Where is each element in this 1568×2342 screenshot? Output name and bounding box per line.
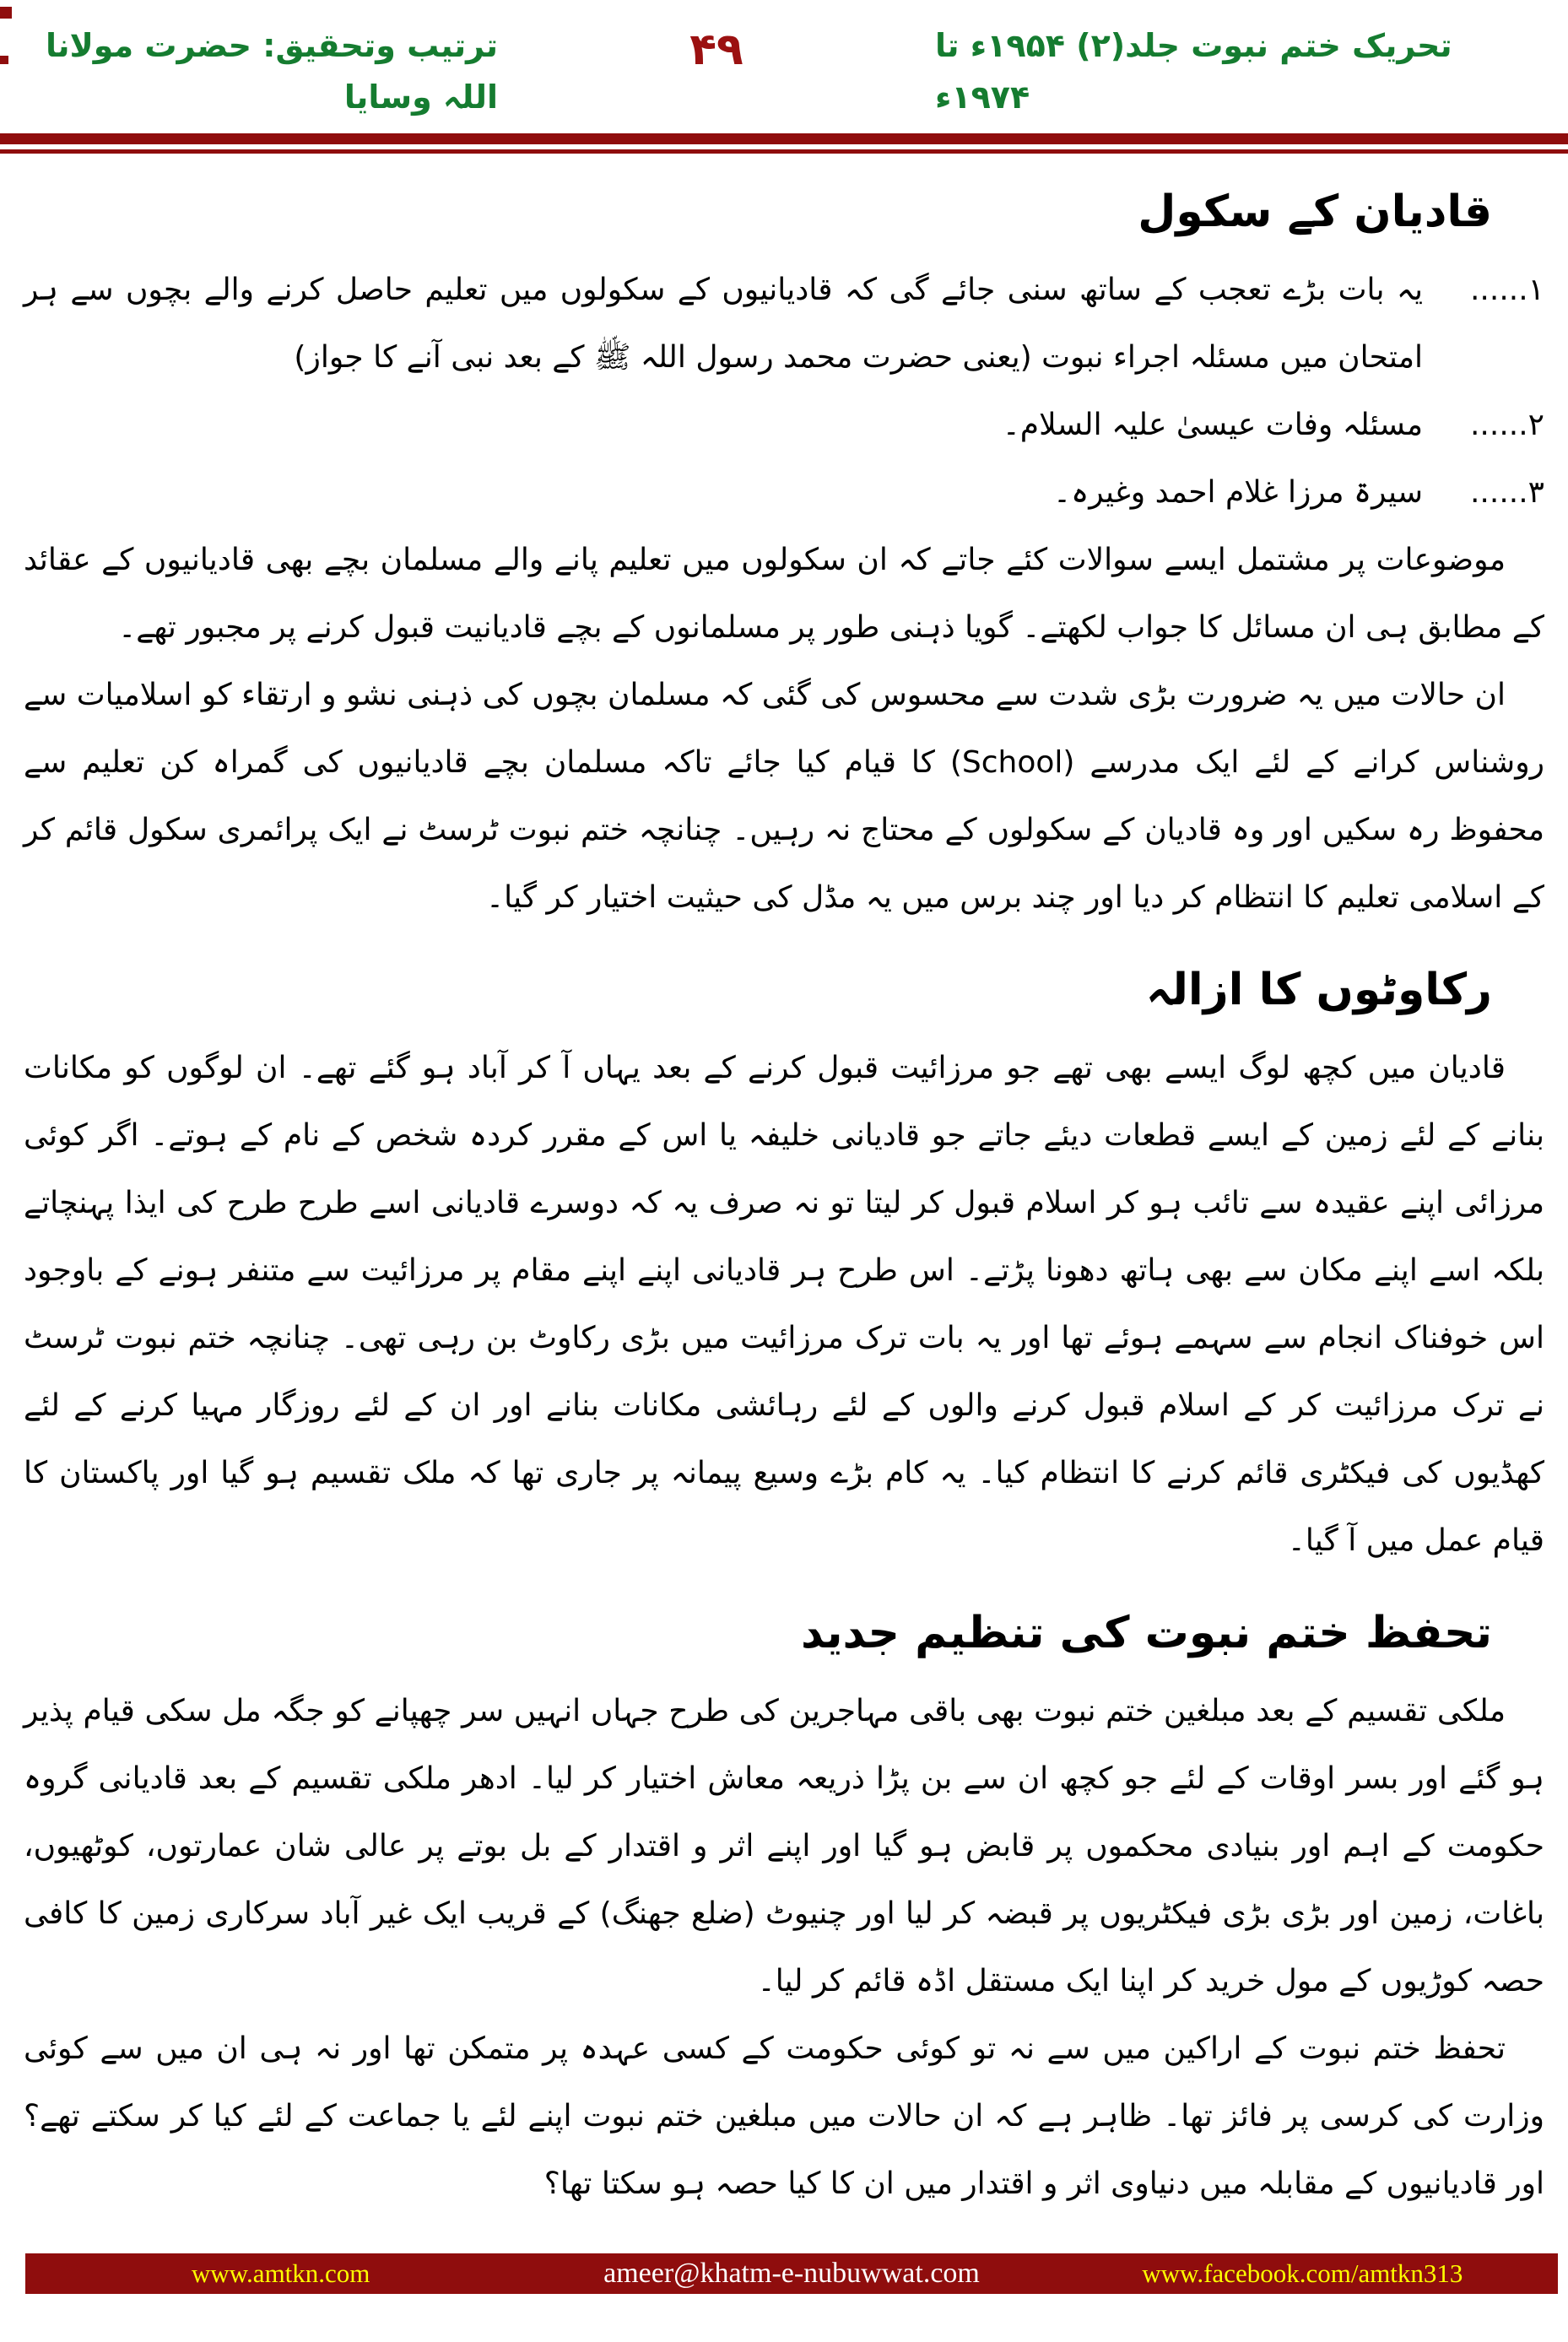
page-number: ۴۹ [689, 24, 743, 75]
list-item [24, 459, 1544, 527]
header-book-title: تحریک ختم نبوت جلد(۲) ۱۹۵۴ء تا ۱۹۷۴ء [934, 27, 1452, 116]
scan-artifact [0, 7, 12, 19]
body-paragraph: موضوعات پر مشتمل ایسے سوالات کئے جاتے کہ ان سکولوں میں تعلیم پانے والے مسلمان بچے بھی قادیانیوں کے عقائد کے مطابق ہی ان مسائل کا جواب لکھتے۔ گویا ذہنی طور پر مسلمانوں کے بچے قادیانیت قبول کرنے پر مجبور تھے۔ [24, 542, 1544, 645]
page-header [0, 0, 1568, 123]
list-item-number: ۱...... [1469, 272, 1544, 307]
list-item-text: یہ بات بڑے تعجب کے ساتھ سنی جائے گی کہ قادیانیوں کے سکولوں میں تعلیم حاصل کرنے والے بچوں سے ہر امتحان میں مسئلہ اجراء نبوت (یعنی حضرت محمد رسول اللہ ﷺ کے بعد نبی آنے کا جواز) [24, 272, 1423, 375]
footer-facebook-link: www.facebook.com/amtkn313 [1142, 2258, 1463, 2288]
list-item [24, 257, 1544, 392]
list-item [24, 392, 1544, 459]
footer-email-address: ameer@khatm-e-nubuwwat.com [603, 2258, 980, 2289]
header-editor-credit: ترتیب وتحقیق: حضرت مولانا اللہ وسایا [45, 27, 498, 116]
page-body [0, 179, 1568, 2218]
section-heading-qadian-schools: قادیان کے سکول [1138, 186, 1492, 237]
section-heading-new-organization: تحفظ ختم نبوت کی تنظیم جدید [800, 1607, 1492, 1658]
list-item-text: مسئلہ وفات عیسیٰ علیہ السلام۔ [1002, 407, 1423, 442]
section-heading-removal-of-obstacles: رکاوٹوں کا ازالہ [1145, 964, 1492, 1015]
divider-thick-bar [0, 133, 1568, 144]
footer-bar [25, 2253, 1558, 2294]
scan-artifact [0, 56, 8, 64]
header-divider [0, 133, 1568, 154]
list-item-number: ۲...... [1469, 407, 1544, 442]
body-paragraph: تحفظ ختم نبوت کے اراکین میں سے نہ تو کوئی حکومت کے کسی عہدہ پر متمکن تھا اور نہ ہی ان میں سے کوئی وزارت کی کرسی پر فائز تھا۔ ظاہر ہے کہ ان حالات میں مبلغین ختم نبوت اپنے لئے یا جماعت کے لئے کیا کر سکتے تھے؟ اور قادیانیوں کے مقابلہ میں دنیاوی اثر و اقتدار میں ان کا کیا حصہ ہو سکتا تھا؟ [24, 2031, 1544, 2201]
list-item-text: سیرۃ مرزا غلام احمد وغیرہ۔ [1053, 474, 1423, 510]
body-paragraph: قادیان میں کچھ لوگ ایسے بھی تھے جو مرزائیت قبول کرنے کے بعد یہاں آ کر آباد ہو گئے تھے۔ ان لوگوں کو مکانات بنانے کے لئے زمین کے ایسے قطعات دیئے جاتے جو قادیانی خلیفہ یا اس کے مقرر کردہ شخص کے نام کے ہوتے۔ اگر کوئی مرزائی اپنے عقیدہ سے تائب ہو کر اسلام قبول کر لیتا تو نہ صرف یہ کہ دوسرے قادیانی اسے طرح طرح کی ایذا پہنچاتے بلکہ اسے اپنے مکان سے بھی ہاتھ دھونا پڑتے۔ اس طرح ہر قادیانی اپنے اپنے مقام پر مرزائیت سے متنفر ہونے کے باوجود اس خوفناک انجام سے سہمے ہوئے تھا اور یہ بات ترک مرزائیت میں بڑی رکاوٹ بن رہی تھی۔ چنانچہ ختم نبوت ٹرسٹ نے ترک مرزائیت کر کے اسلام قبول کرنے والوں کے لئے رہائشی مکانات بنانے اور ان کے لئے روزگار مہیا کرنے کے لئے کھڈیوں کی فیکٹری قائم کرنے کا انتظام کیا۔ یہ کام بڑے وسیع پیمانہ پر جاری تھا کہ ملک تقسیم ہو گیا اور پاکستان کا قیام عمل میں آ گیا۔ [24, 1050, 1544, 1558]
body-paragraph: ان حالات میں یہ ضرورت بڑی شدت سے محسوس کی گئی کہ مسلمان بچوں کی ذہنی نشو و ارتقاء کو اسلامیات سے روشناس کرانے کے لئے ایک مدرسے (School) کا قیام کیا جائے تاکہ مسلمان بچے قادیانیوں کی گمراہ کن تعلیم سے محفوظ رہ سکیں اور وہ قادیان کے سکولوں کے محتاج نہ رہیں۔ چنانچہ ختم نبوت ٹرسٹ نے ایک پرائمری سکول قائم کر کے اسلامی تعلیم کا انتظام کر دیا اور چند برس میں یہ مڈل کی حیثیت اختیار کر گیا۔ [24, 677, 1544, 915]
divider-thin-bar [0, 149, 1568, 154]
footer-website-link: www.amtkn.com [191, 2258, 370, 2288]
list-item-number: ۳...... [1469, 474, 1544, 510]
body-paragraph: ملکی تقسیم کے بعد مبلغین ختم نبوت بھی باقی مہاجرین کی طرح جہاں انہیں سر چھپانے کو جگہ مل سکی قیام پذیر ہو گئے اور بسر اوقات کے لئے جو کچھ ان سے بن پڑا ذریعہ معاش اختیار کر لیا۔ ادھر ملکی تقسیم کے بعد قادیانی گروہ حکومت کے اہم اور بنیادی محکموں پر قابض ہو گیا اور اپنے اثر و اقتدار کے بل بوتے پر عالی شان عمارتوں، کوٹھیوں، باغات، زمین اور بڑی بڑی فیکٹریوں پر قبضہ کر لیا اور چنیوٹ (ضلع جھنگ) کے قریب ایک غیر آباد سرکاری زمین کا کافی حصہ کوڑیوں کے مول خرید کر اپنا ایک مستقل اڈہ قائم کر لیا۔ [24, 1693, 1544, 1999]
